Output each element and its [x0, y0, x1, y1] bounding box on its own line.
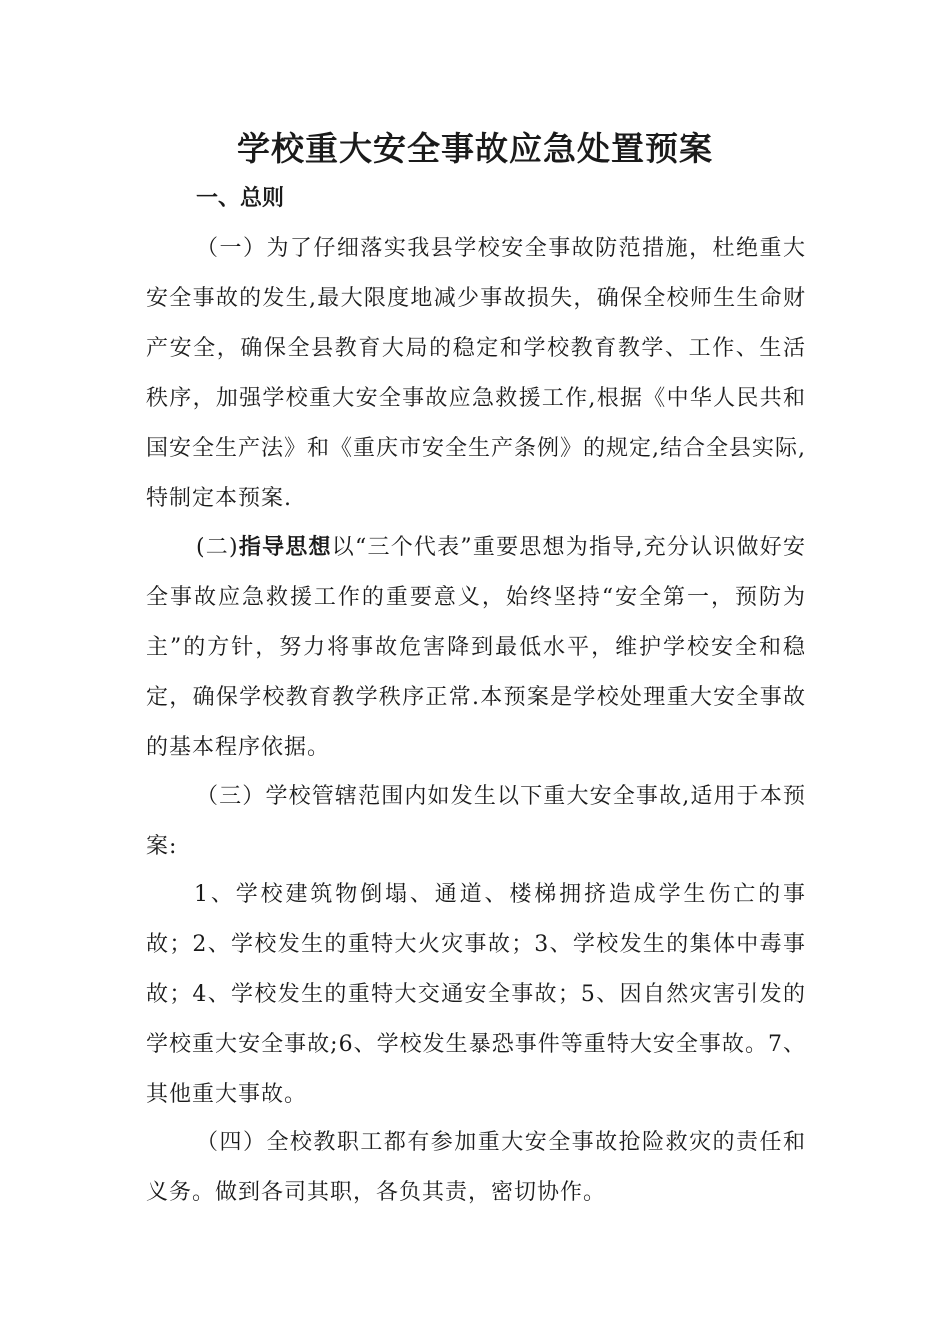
paragraph-purpose: （一）为了仔细落实我县学校安全事故防范措施，杜绝重大安全事故的发生,最大限度地减少事故损失，确保全校师生生命财产安全，确保全县教育大局的稳定和学校教育教学、工作、生活秩序，加强学校重大安全事故应急救援工作,根据《中华人民共和国安全生产法》和《重庆市安全生产条例》的规定,结合全县实际,特制定本预案. [146, 236, 806, 511]
document-title: 学校重大安全事故应急处置预案 [237, 129, 713, 168]
paragraph-bold-lead: 指导思想 [238, 534, 332, 560]
paragraph-number: (二) [196, 535, 239, 560]
paragraph-scope: （三）学校管辖范围内如发生以下重大安全事故,适用于本预案: [146, 784, 806, 859]
paragraph-accident-list: 1、学校建筑物倒塌、通道、楼梯拥挤造成学生伤亡的事故；2、学校发生的重特大火灾事故；3、学校发生的集体中毒事故；4、学校发生的重特大交通安全事故；5、因自然灾害引发的学校重大安全事故;6、学校发生暴恐事件等重特大安全事故。7、其他重大事故。 [146, 882, 806, 1107]
paragraph-staff-duty: （四）全校教职工都有参加重大安全事故抢险救灾的责任和义务。做到各司其职，各负其责，密切协作。 [146, 1130, 806, 1205]
paragraph-guiding-ideology [146, 522, 806, 773]
section-heading: 一、总则 [196, 185, 285, 211]
paragraph-body: 以“三个代表”重要思想为指导,充分认识做好安全事故应急救援工作的重要意义，始终坚持“安全第一，预防为主”的方针，努力将事故危害降到最低水平，维护学校安全和稳定，确保学校教育教学秩序正常.本预案是学校处理重大安全事故的基本程序依据。 [146, 535, 806, 760]
